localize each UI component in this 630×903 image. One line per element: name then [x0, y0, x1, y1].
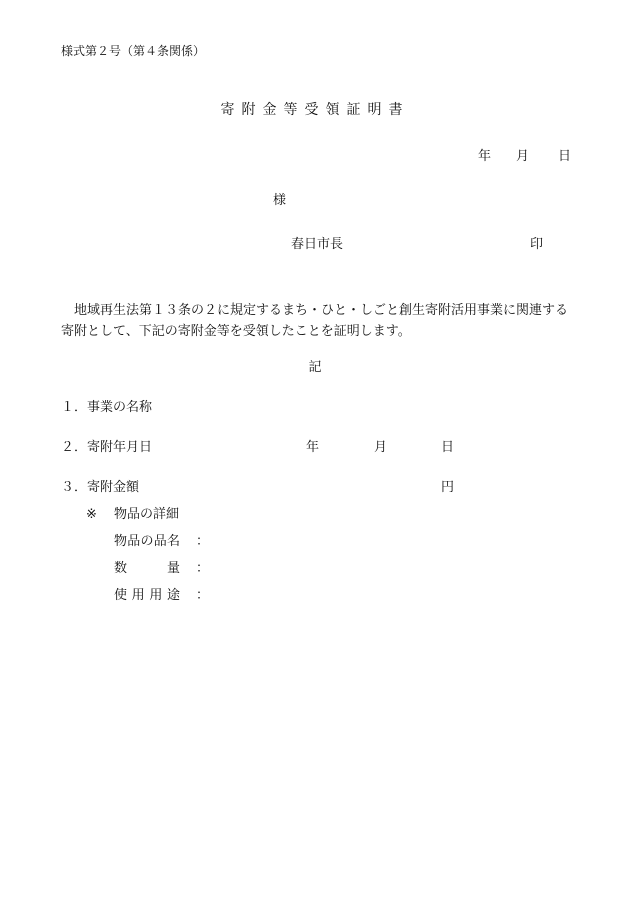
item-donation-month-label: 月 [374, 440, 388, 455]
date-month-label: 月 [516, 149, 530, 164]
note-mark: ※ [86, 507, 97, 522]
detail-label-char: 名 [166, 534, 180, 549]
detail-item-name-colon: ： [196, 534, 210, 549]
detail-quantity-label [114, 561, 180, 577]
item-donation-amount-unit: 円 [441, 480, 455, 495]
detail-label-char: の [140, 534, 154, 549]
recipient-honorific: 様 [273, 193, 287, 208]
detail-label-char: 品 [153, 534, 167, 549]
detail-label-char: 量 [166, 561, 180, 576]
item-donation-date-label: ２．寄附年月日 [61, 440, 153, 455]
note-label: 物品の詳細 [114, 507, 180, 522]
detail-label-char: 物 [114, 534, 128, 549]
detail-usage-colon: ： [196, 588, 210, 603]
detail-label-char: 途 [166, 588, 180, 603]
date-day-label: 日 [558, 149, 572, 164]
detail-item-name-label [114, 534, 180, 550]
detail-label-char: 使 [114, 588, 128, 603]
detail-label-char: 用 [131, 588, 145, 603]
date-year-label: 年 [478, 149, 492, 164]
item-donation-amount-label: ３．寄附金額 [61, 480, 140, 495]
detail-usage-label [114, 588, 180, 604]
item-donation-year-label: 年 [306, 440, 320, 455]
issuer-name: 春日市長 [291, 237, 344, 252]
detail-label-char: 用 [149, 588, 163, 603]
detail-quantity-colon: ： [196, 561, 210, 576]
detail-label-char: 数 [114, 561, 128, 576]
document-title: 寄附金等受領証明書 [220, 102, 410, 118]
item-project-name-label: １．事業の名称 [61, 400, 153, 415]
detail-label-char: 品 [127, 534, 141, 549]
form-number: 様式第２号（第４条関係） [61, 44, 206, 58]
item-donation-day-label: 日 [441, 440, 455, 455]
seal-mark: 印 [530, 237, 544, 252]
ki-heading: 記 [308, 360, 322, 375]
certification-text: 地域再生法第１３条の２に規定するまち・ひと・しごと創生寄附活用事業に関連する寄附として、下記の寄附金等を受領したことを証明します。 [61, 303, 569, 339]
